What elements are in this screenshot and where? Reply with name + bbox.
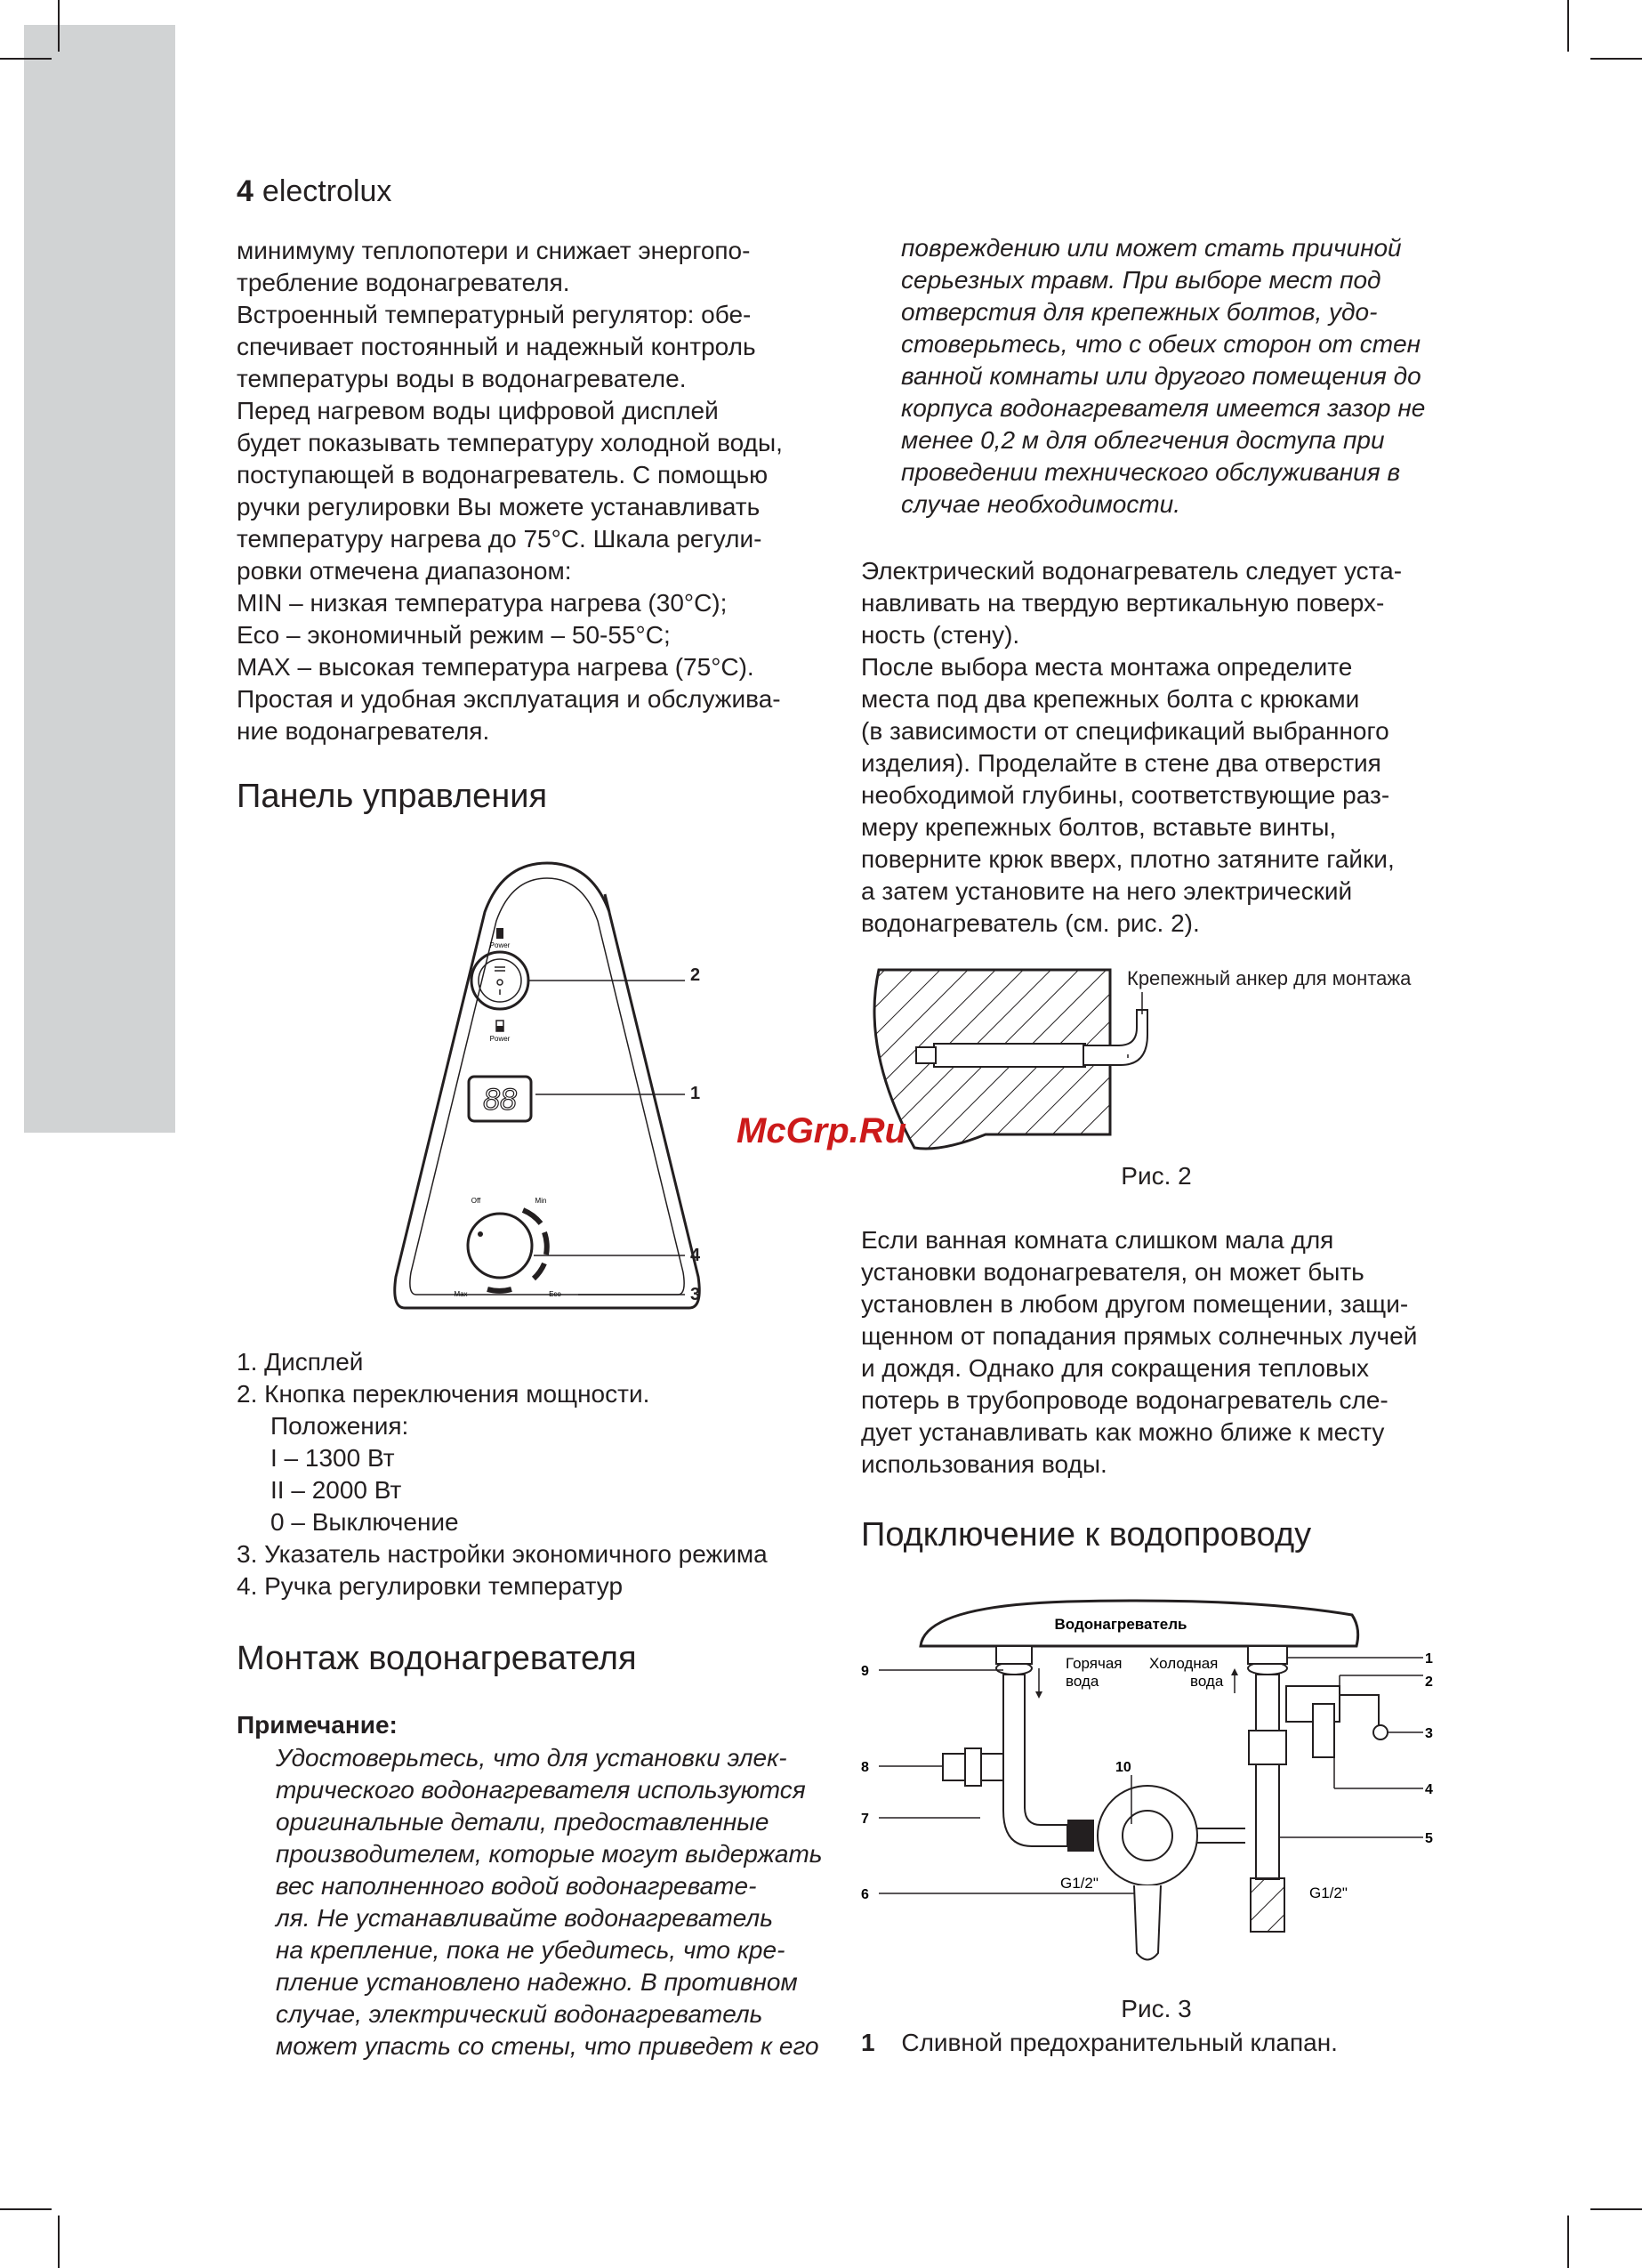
text-line: Перед нагревом воды цифровой дисплей xyxy=(237,397,719,424)
control-panel-figure xyxy=(391,859,720,1326)
callout-3: 3 xyxy=(690,1285,701,1304)
text-line: трического водонагревателя используются xyxy=(276,1776,806,1804)
note-title: Примечание: xyxy=(237,1711,398,1739)
pipe-coupling xyxy=(1067,1820,1094,1852)
text-line: меру крепежных болтов, вставьте винты, xyxy=(861,813,1337,841)
text-line: MIN – низкая температура нагрева (30°C); xyxy=(237,589,728,617)
cold-water-label-1: Холодная xyxy=(1149,1655,1219,1672)
mounting-heading: Монтаж водонагревателя xyxy=(237,1640,637,1677)
cold-water-inlet xyxy=(1248,1646,1287,1664)
part-number-8: 8 xyxy=(861,1760,869,1775)
text-line: требление водонагревателя. xyxy=(237,269,570,296)
text-line: использования воды. xyxy=(861,1450,1107,1478)
text-line: ние водонагревателя. xyxy=(237,717,490,745)
text-line: поступающей в водонагреватель. С помощью xyxy=(237,461,769,488)
knob-off-label: Off xyxy=(471,1197,481,1205)
part-number-6: 6 xyxy=(861,1887,869,1902)
small-room-text xyxy=(861,1224,1484,1481)
legend-item xyxy=(861,2029,1338,2057)
text-line: и дождя. Однако для сокращения тепловых xyxy=(861,1354,1369,1382)
page-number: 4 xyxy=(237,174,254,208)
list-item: II – 2000 Вт xyxy=(270,1476,402,1504)
hot-water-outlet xyxy=(996,1646,1032,1664)
figure-3-caption: Рис. 3 xyxy=(1121,1995,1192,2022)
list-item: 2. Кнопка переключения мощности. xyxy=(237,1380,650,1408)
page-header xyxy=(237,174,391,209)
anchor-bolt xyxy=(934,1044,1085,1067)
power-switch-button xyxy=(471,952,528,1009)
text-line: щенном от попадания прямых солнечных лучей xyxy=(861,1322,1418,1350)
outlet-spout xyxy=(1134,1885,1161,1960)
text-line: дует устанавливать как можно ближе к месту xyxy=(861,1418,1385,1446)
text-line: места под два крепежных болта с крюками xyxy=(861,685,1360,713)
text-line: спечивает постоянный и надежный контроль xyxy=(237,333,756,360)
text-line: установки водонагревателя, он может быть xyxy=(861,1258,1364,1286)
text-line: температуру нагрева до 75°C. Шкала регули- xyxy=(237,525,762,553)
text-line: производителем, которые могут выдержать xyxy=(276,1840,823,1868)
list-item: 1. Дисплей xyxy=(237,1348,364,1376)
knob-pointer xyxy=(478,1231,483,1237)
text-line: пление установлено надежно. В противном xyxy=(276,1968,798,1996)
text-line: стоверьтесь, что с обеих сторон от стен xyxy=(901,330,1421,358)
text-line: (в зависимости от спецификаций выбранного xyxy=(861,717,1389,745)
note-continuation xyxy=(901,232,1470,521)
figure-2-caption: Рис. 2 xyxy=(1121,1162,1192,1190)
text-line: ванной комнаты или другого помещения до xyxy=(901,362,1421,390)
list-item: 4. Ручка регулировки температур xyxy=(237,1572,624,1600)
text-line: потерь в трубопроводе водонагреватель сле- xyxy=(861,1386,1388,1414)
part-number-7: 7 xyxy=(861,1812,869,1827)
text-line: После выбора места монтажа определите xyxy=(861,653,1353,681)
plumbing-figure xyxy=(854,1597,1459,1998)
text-line: случае необходимости. xyxy=(901,490,1181,518)
text-line: Простая и удобная эксплуатация и обслужива- xyxy=(237,685,781,713)
hot-water-label-1: Горячая xyxy=(1066,1655,1123,1672)
plumbing-heading: Подключение к водопроводу xyxy=(861,1516,1312,1554)
hot-water-label-2: вода xyxy=(1066,1673,1099,1690)
crop-mark xyxy=(1590,58,1642,60)
crop-mark xyxy=(58,0,60,52)
list-item: 3. Указатель настройки экономичного режима xyxy=(237,1540,768,1568)
legend-number: 1 xyxy=(861,2029,875,2056)
legend-text: Сливной предохранительный клапан. xyxy=(901,2029,1338,2056)
text-line: ровки отмечена диапазоном: xyxy=(237,557,572,585)
part-number-2: 2 xyxy=(1425,1675,1433,1690)
crop-mark xyxy=(0,58,52,60)
side-color-bar xyxy=(24,25,175,1133)
text-line: Удостоверьтесь, что для установки элек- xyxy=(276,1744,787,1772)
text-line: установлен в любом другом помещении, защи- xyxy=(861,1290,1409,1318)
cold-water-label-2: вода xyxy=(1190,1673,1224,1690)
crop-mark xyxy=(1567,0,1569,52)
text-line: менее 0,2 м для облегчения доступа при xyxy=(901,426,1385,454)
text-line: случае, электрический водонагреватель xyxy=(276,2000,763,2028)
text-line: корпуса водонагревателя имеется зазор не xyxy=(901,394,1426,422)
cold-thread xyxy=(1251,1878,1284,1932)
list-item: Положения: xyxy=(270,1412,409,1440)
crop-mark xyxy=(1567,2216,1569,2268)
temperature-knob xyxy=(468,1214,532,1278)
knob-eco-label: Eco xyxy=(549,1290,561,1298)
control-panel-heading: Панель управления xyxy=(237,778,548,815)
crop-mark xyxy=(58,2216,60,2268)
text-line: повреждению или может стать причиной xyxy=(901,234,1402,262)
power-label-bottom: Power xyxy=(489,1035,511,1043)
text-line: Если ванная комната слишком мала для xyxy=(861,1226,1334,1254)
text-line: вес наполненного водой водонагревате- xyxy=(276,1872,757,1900)
text-line: навливать на твердую вертикальную поверх- xyxy=(861,589,1385,617)
install-text xyxy=(861,555,1484,940)
note-text xyxy=(276,1742,827,2062)
text-line: Eco – экономичный режим – 50-55°C; xyxy=(237,621,671,649)
part-number-9: 9 xyxy=(861,1664,869,1679)
text-line: будет показывать температуру холодной воды, xyxy=(237,429,783,456)
text-line: ность (стену). xyxy=(861,621,1020,649)
text-line: может упасть со стены, что приведет к его xyxy=(276,2032,819,2060)
part-number-5: 5 xyxy=(1425,1831,1433,1846)
crop-mark xyxy=(0,2208,52,2210)
text-line: ручки регулировки Вы можете устанавливать xyxy=(237,493,761,521)
power-switch-inner xyxy=(479,959,521,1002)
display-digits: 88 xyxy=(483,1083,517,1117)
text-line: ля. Не устанавливайте водонагреватель xyxy=(276,1904,773,1932)
text-line: Электрический водонагреватель следует уста- xyxy=(861,557,1403,585)
intro-text xyxy=(237,235,824,747)
knob-max-label: Max xyxy=(454,1290,468,1298)
callout-4: 4 xyxy=(690,1246,701,1265)
knob-min-label: Min xyxy=(535,1197,547,1205)
text-line: Встроенный температурный регулятор: обе- xyxy=(237,301,752,328)
thread-left-label: G1/2" xyxy=(1060,1875,1099,1892)
text-line: оригинальные детали, предоставленные xyxy=(276,1808,769,1836)
text-line: минимуму теплопотери и снижает энергопо- xyxy=(237,237,751,264)
text-line: температуры воды в водонагревателе. xyxy=(237,365,687,392)
panel-parts-list xyxy=(237,1346,768,1602)
text-line: изделия). Проделайте в стене два отверстия xyxy=(861,749,1381,777)
part-number-1: 1 xyxy=(1425,1651,1433,1667)
list-item: I – 1300 Вт xyxy=(270,1444,395,1472)
list-item: 0 – Выключение xyxy=(270,1508,459,1536)
eco-indicator xyxy=(487,1289,511,1291)
text-line: серьезных травм. При выборе мест под xyxy=(901,266,1381,294)
brand-name: electrolux xyxy=(262,174,392,208)
hot-water-pipe xyxy=(1003,1675,1067,1846)
text-line: необходимой глубины, соответствующие раз- xyxy=(861,781,1390,809)
text-line: на крепление, пока не убедитесь, что кре- xyxy=(276,1936,785,1964)
part-number-3: 3 xyxy=(1425,1726,1433,1741)
crop-mark xyxy=(1590,2208,1642,2210)
power-indicator-icon xyxy=(496,928,503,939)
callout-1: 1 xyxy=(690,1084,701,1103)
text-line: отверстия для крепежных болтов, удо- xyxy=(901,298,1378,326)
watermark: McGrp.Ru xyxy=(736,1111,907,1150)
callout-2: 2 xyxy=(690,965,701,985)
part-number-4: 4 xyxy=(1425,1782,1433,1797)
anchor-label: Крепежный анкер для монтажа xyxy=(1127,967,1412,989)
part-number-10: 10 xyxy=(1115,1760,1131,1775)
power-label-top: Power xyxy=(489,941,511,949)
text-line: водонагреватель (см. рис. 2). xyxy=(861,909,1200,937)
heater-label: Водонагреватель xyxy=(1054,1616,1187,1633)
text-line: проведении технического обслуживания в xyxy=(901,458,1401,486)
text-line: MAX – высокая температура нагрева (75°C). xyxy=(237,653,754,681)
text-line: а затем установите на него электрический xyxy=(861,877,1353,905)
cold-water-pipe xyxy=(1256,1675,1279,1879)
valve-8 xyxy=(943,1754,965,1780)
thread-right-label: G1/2" xyxy=(1309,1885,1348,1901)
text-line: поверните крюк вверх, плотно затяните гайки, xyxy=(861,845,1395,873)
anchor-figure xyxy=(861,965,1466,1166)
